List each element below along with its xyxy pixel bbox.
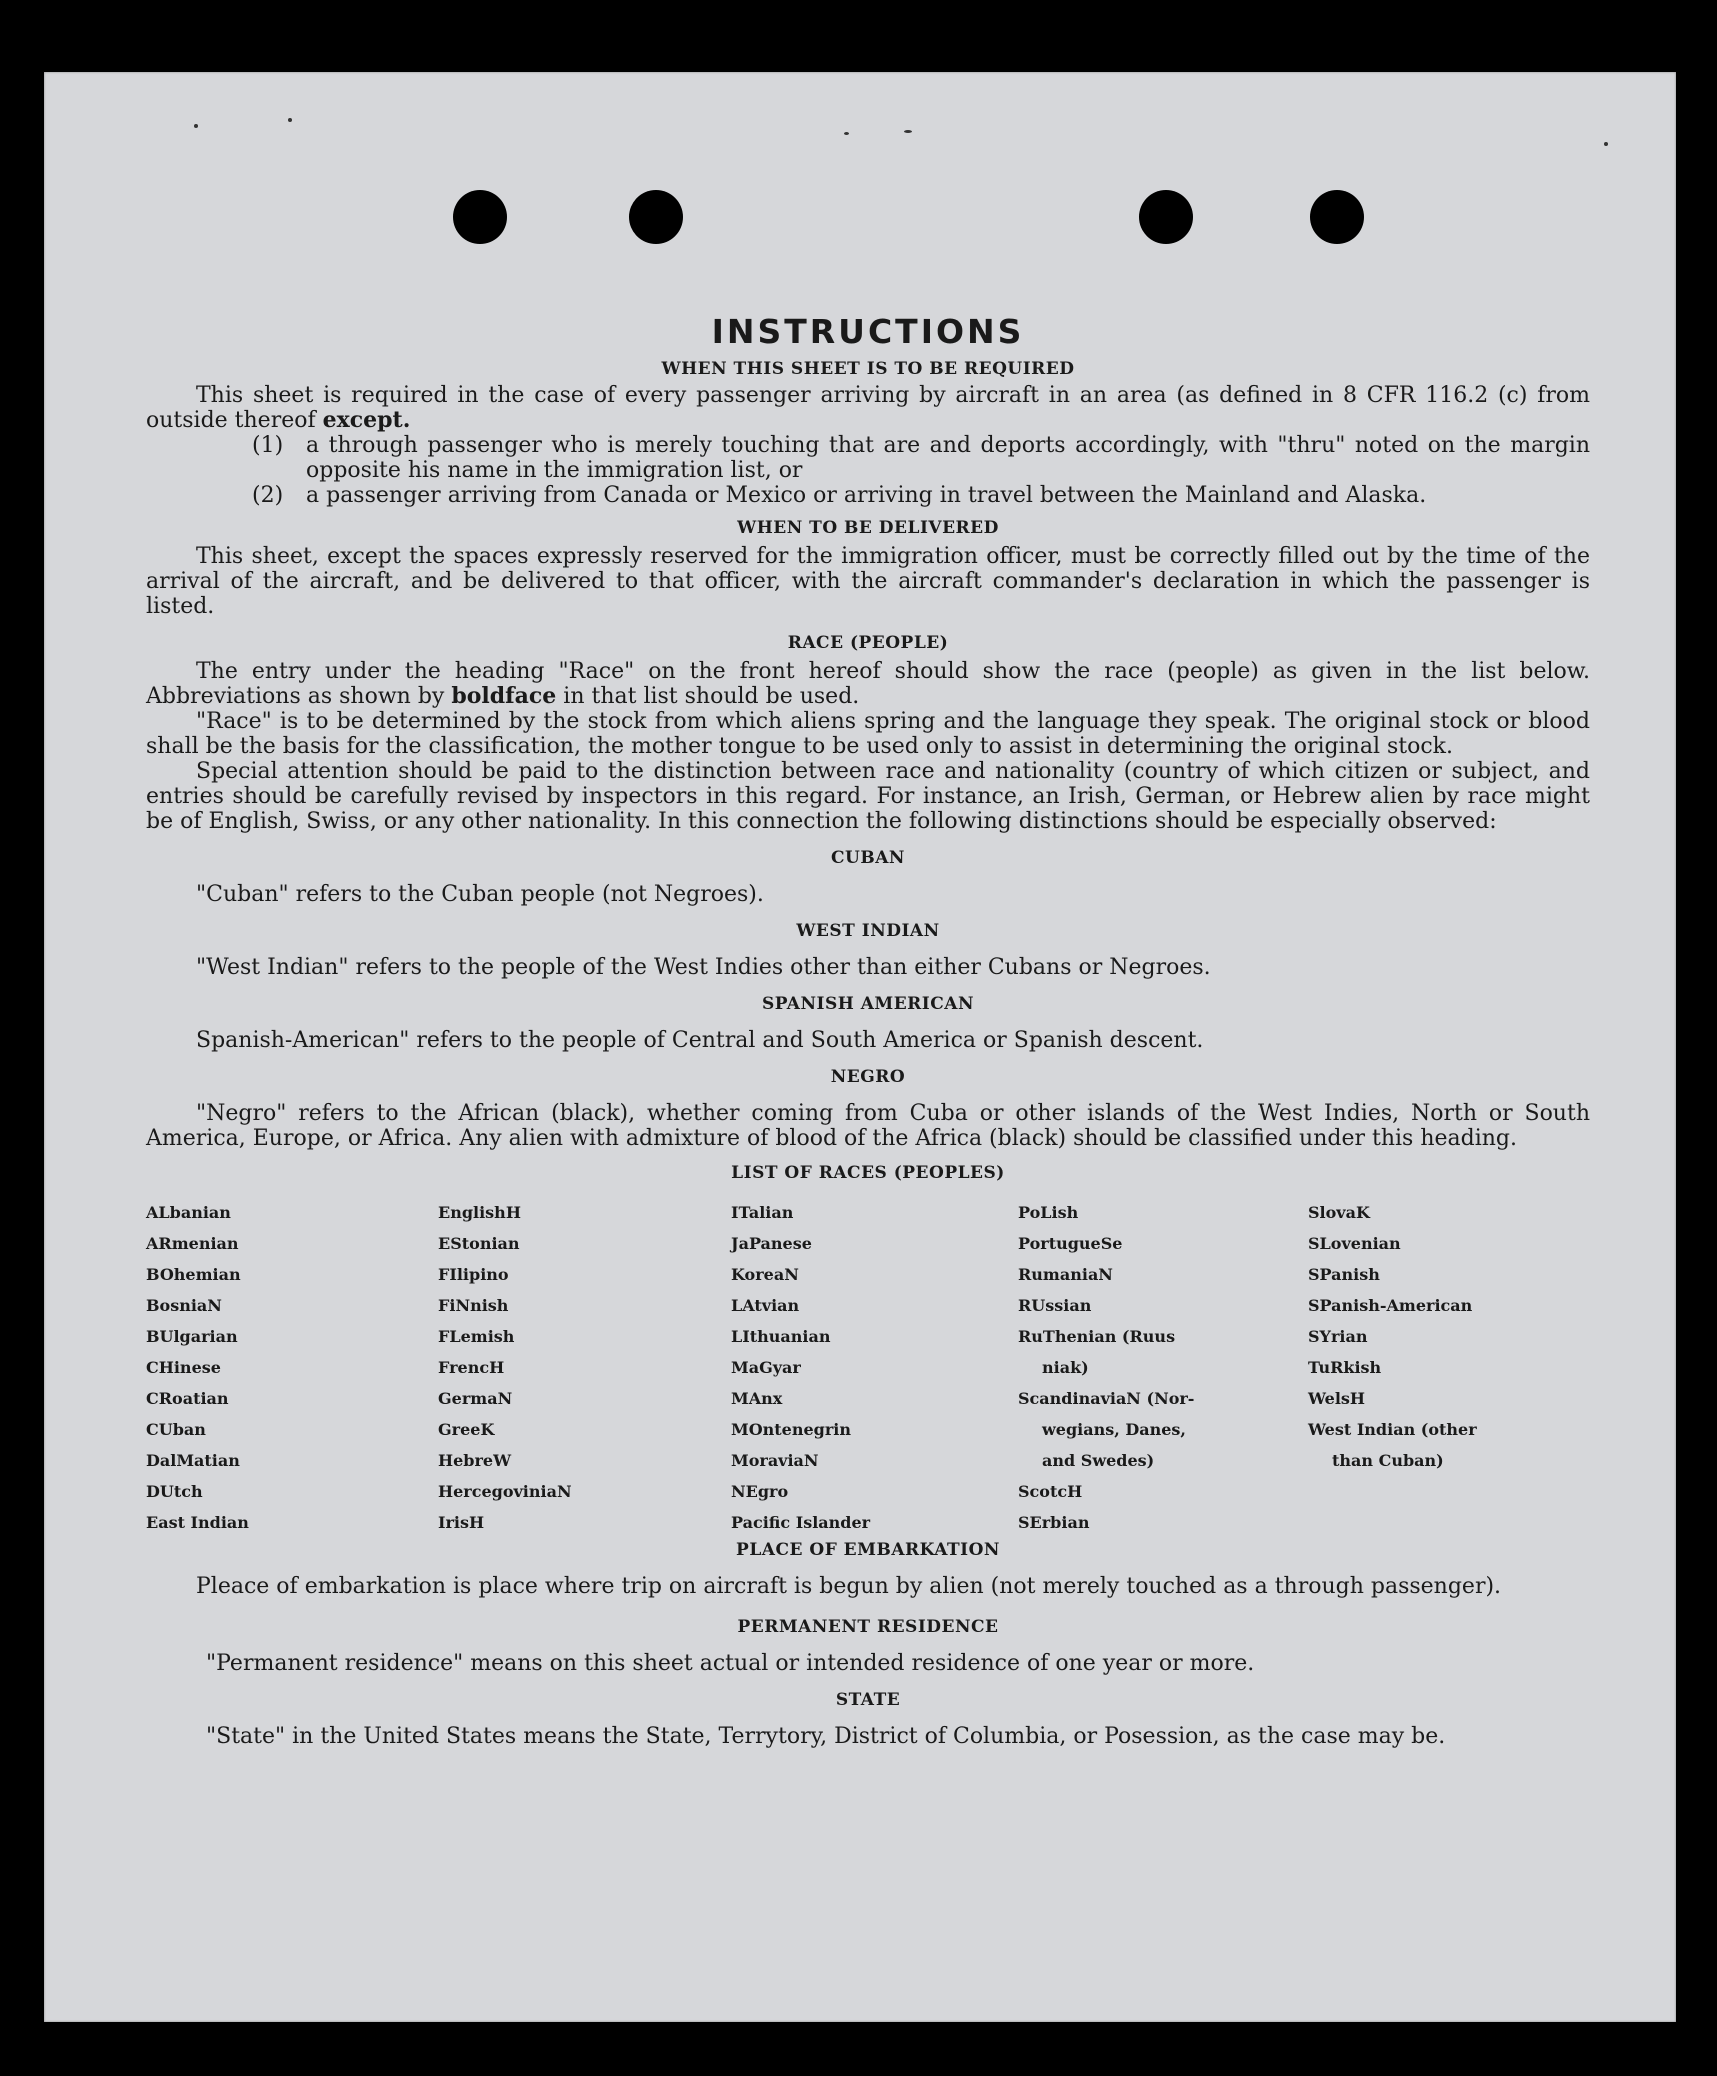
races-column [731,1197,1018,1538]
speck [904,130,912,133]
race-entry: GreeK [438,1420,495,1439]
race-entry: BosniaN [146,1296,222,1315]
section-heading-required: WHEN THIS SHEET IS TO BE REQUIRED [661,359,1075,379]
race-entry: IrisH [438,1513,485,1532]
race-entry: LAtvian [731,1296,800,1315]
paragraph [146,383,1590,433]
item-number: (2) [252,483,284,508]
race-entry: East Indian [146,1513,249,1532]
race-entry: SLovenian [1308,1234,1401,1253]
bold-text: boldface [451,683,557,709]
paragraph: Special attention should be paid to the distinction between race and nationality (country of which citizen or subject, and entries should be carefully revised by inspectors in this regard. For instance, an Irish, German, or Hebrew alien by race might be of English, Swiss, or any other nationality. In this connection the following distinctions should be especially observed: [146,759,1590,834]
section-heading-races-list: LIST OF RACES (PEOPLES) [731,1163,1005,1183]
race-entry: RumaniaN [1018,1265,1113,1284]
race-entry: FiNnish [438,1296,509,1315]
race-entry: SPanish [1308,1265,1380,1284]
section-heading-state: STATE [835,1690,901,1710]
race-entry: ScandinaviaN (Nor- [1018,1389,1195,1408]
section-heading-cuban: CUBAN [831,848,905,868]
race-entry: JaPanese [731,1234,812,1253]
race-entry: KoreaN [731,1265,799,1284]
race-entry: than Cuban) [1332,1451,1444,1470]
race-entry: NEgro [731,1482,789,1501]
speck [844,132,849,135]
race-entry: FrencH [438,1358,505,1377]
races-list [146,1197,1590,1538]
race-entry: HebreW [438,1451,512,1470]
definition: "Permanent residence" means on this sheet actual or intended residence of one year or more. [206,1651,1255,1676]
race-entry: PoLish [1018,1203,1079,1222]
race-entry: HercegoviniaN [438,1482,572,1501]
item-text: a passenger arriving from Canada or Mexico or arriving in travel between the Mainland and Alaska. [306,483,1427,508]
speck [194,124,198,128]
race-entry: LIthuanian [731,1327,831,1346]
race-entry: wegians, Danes, [1042,1420,1186,1439]
race-entry: RuThenian (Ruus [1018,1327,1176,1346]
race-entry: MaGyar [731,1358,801,1377]
race-entry: SErbian [1018,1513,1090,1532]
race-entry: FIlipino [438,1265,509,1284]
section-heading-race: RACE (PEOPLE) [787,633,949,653]
section-heading-negro: NEGRO [830,1067,906,1087]
race-entry: and Swedes) [1042,1451,1155,1470]
race-entry: SlovaK [1308,1203,1370,1222]
instructions-content [146,232,1590,1763]
definition: "Cuban" refers to the Cuban people (not Negroes). [196,882,764,907]
race-entry: MOntenegrin [731,1420,851,1439]
race-entry: DalMatian [146,1451,240,1470]
race-entry: BUlgarian [146,1327,238,1346]
races-column [1018,1197,1308,1538]
definition: Spanish-American" refers to the people of Central and South America or Spanish descent. [196,1028,1204,1053]
race-entry: RUssian [1018,1296,1092,1315]
paragraph: "Negro" refers to the African (black), whether coming from Cuba or other islands of the West Indies, North or South America, Europe, or Africa. Any alien with admixture of blood of the Africa (black) should be classified under this heading. [146,1101,1590,1151]
race-entry: niak) [1042,1358,1089,1377]
section-heading-residence: PERMANENT RESIDENCE [737,1617,999,1637]
speck [288,118,292,122]
race-entry: EStonian [438,1234,520,1253]
race-entry: CUban [146,1420,206,1439]
race-entry: ITalian [731,1203,794,1222]
race-entry: DUtch [146,1482,203,1501]
race-entry: SYrian [1308,1327,1368,1346]
document-sheet [44,72,1676,2022]
section-heading-west-indian: WEST INDIAN [796,921,940,941]
races-column [146,1197,438,1538]
race-entry: WelsH [1308,1389,1366,1408]
definition: "State" in the United States means the State, Terrytory, District of Columbia, or Posession, as the case may be. [206,1724,1446,1749]
race-entry: TuRkish [1308,1358,1382,1377]
definition: "West Indian" refers to the people of the West Indies other than either Cubans or Negroes. [196,955,1211,980]
page-title: INSTRUCTIONS [711,312,1025,351]
text: The entry under the heading "Race" on the front hereof should show the race (people) as given in the list below. Abbreviations as shown by [146,659,1590,709]
race-entry: EnglishH [438,1203,521,1222]
race-entry: ALbanian [146,1203,231,1222]
race-entry: BOhemian [146,1265,241,1284]
paragraph: "Race" is to be determined by the stock from which aliens spring and the language they speak. The original stock or blood shall be the basis for the classification, the mother tongue to be used only to assist in determining the original stock. [146,709,1590,759]
race-entry: FLemish [438,1327,515,1346]
paragraph [146,659,1590,709]
paragraph: Pleace of embarkation is place where trip on aircraft is begun by alien (not merely touched as a through passenger). [196,1574,1502,1599]
item-text: a through passenger who is merely touching that are and deports accordingly, with "thru" noted on the margin opposite his name in the immigration list, or [306,433,1590,483]
paragraph: This sheet, except the spaces expressly reserved for the immigration officer, must be correctly filled out by the time of the arrival of the aircraft, and be delivered to that officer, with the aircraft commander's declaration in which the passenger is listed. [146,544,1590,619]
races-column [1308,1197,1590,1538]
race-entry: GermaN [438,1389,513,1408]
race-entry: PortugueSe [1018,1234,1123,1253]
race-entry: ScotcH [1018,1482,1083,1501]
race-entry: Pacific Islander [731,1513,871,1532]
race-entry: MoraviaN [731,1451,819,1470]
race-entry: ARmenian [146,1234,239,1253]
list-item [252,483,1590,508]
section-heading-embarkation: PLACE OF EMBARKATION [736,1540,1000,1560]
list-item [252,433,1590,483]
text: This sheet is required in the case of every passenger arriving by aircraft in an area (as defined in 8 CFR 116.2 (c) from outside thereof [146,383,1590,433]
speck [1604,142,1608,146]
race-entry: CHinese [146,1358,221,1377]
races-column [438,1197,731,1538]
text: in that list should be used. [563,684,860,709]
race-entry: West Indian (other [1308,1420,1477,1439]
race-entry: CRoatian [146,1389,229,1408]
section-heading-delivered: WHEN TO BE DELIVERED [737,518,999,538]
section-heading-spanish-american: SPANISH AMERICAN [761,994,975,1014]
race-entry: MAnx [731,1389,783,1408]
item-number: (1) [252,433,284,458]
bold-text: except. [322,407,411,433]
race-entry: SPanish-American [1308,1296,1473,1315]
